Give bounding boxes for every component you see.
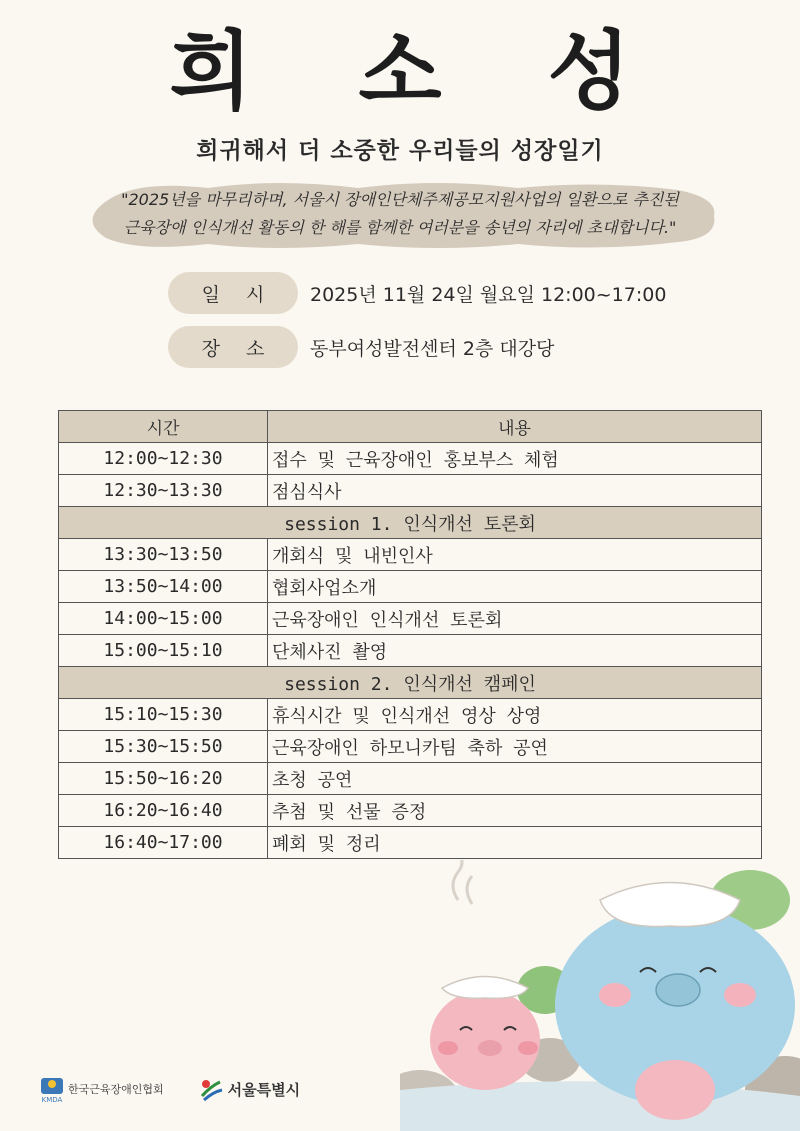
row-content: 협회사업소개 — [268, 571, 762, 603]
row-content: 개회식 및 내빈인사 — [268, 539, 762, 571]
row-content: 근육장애인 인식개선 토론회 — [268, 603, 762, 635]
row-time: 15:50~16:20 — [59, 763, 268, 795]
event-title: 희 소 성 — [169, 22, 669, 122]
row-content: 추첨 및 선물 증정 — [268, 795, 762, 827]
table-row — [59, 795, 762, 827]
seoul-name: 서울특별시 — [227, 1080, 301, 1099]
table-row — [59, 635, 762, 667]
table-row — [59, 539, 762, 571]
row-time: 14:00~15:00 — [59, 603, 268, 635]
seoul-logo — [198, 1076, 300, 1102]
header-time: 시간 — [59, 411, 268, 443]
date-value: 2025년 11월 24일 월요일 12:00~17:00 — [310, 283, 667, 306]
table-row — [59, 475, 762, 507]
table-row — [59, 731, 762, 763]
footer-logos — [40, 1074, 300, 1104]
session-row — [59, 667, 762, 699]
header-content: 내용 — [268, 411, 762, 443]
table-row — [59, 443, 762, 475]
table-header-row — [59, 411, 762, 443]
session-title: session 2. 인식개선 캠페인 — [59, 667, 762, 699]
row-time: 15:00~15:10 — [59, 635, 268, 667]
row-content: 폐회 및 정리 — [268, 827, 762, 859]
kmda-emblem-icon — [40, 1074, 64, 1104]
event-subtitle: 희귀해서 더 소중한 우리들의 성장일기 — [196, 138, 604, 164]
invitation-text — [60, 186, 740, 242]
row-time: 15:30~15:50 — [59, 731, 268, 763]
row-content: 휴식시간 및 인식개선 영상 상영 — [268, 699, 762, 731]
seoul-emblem-icon — [198, 1076, 224, 1102]
row-content: 접수 및 근육장애인 홍보부스 체험 — [268, 443, 762, 475]
session-title: session 1. 인식개선 토론회 — [59, 507, 762, 539]
pig-character — [430, 990, 540, 1090]
invitation-line-1: "2025년을 마무리하며, 서울시 장애인단체주제공모지원사업의 일환으로 추진된 — [121, 190, 679, 209]
table-row — [59, 571, 762, 603]
place-label: 장소 — [168, 326, 298, 368]
row-time: 12:30~13:30 — [59, 475, 268, 507]
schedule-table — [58, 410, 762, 859]
place-row — [168, 326, 554, 368]
table-row — [59, 763, 762, 795]
table-row — [59, 603, 762, 635]
row-content: 초청 공연 — [268, 763, 762, 795]
kmda-logo — [40, 1074, 164, 1104]
row-content: 근육장애인 하모니카팀 축하 공연 — [268, 731, 762, 763]
row-content: 점심식사 — [268, 475, 762, 507]
row-content: 단체사진 촬영 — [268, 635, 762, 667]
session-row — [59, 507, 762, 539]
row-time: 15:10~15:30 — [59, 699, 268, 731]
table-row — [59, 827, 762, 859]
row-time: 12:00~12:30 — [59, 443, 268, 475]
table-row — [59, 699, 762, 731]
row-time: 16:20~16:40 — [59, 795, 268, 827]
row-time: 13:30~13:50 — [59, 539, 268, 571]
row-time: 16:40~17:00 — [59, 827, 268, 859]
row-time: 13:50~14:00 — [59, 571, 268, 603]
place-value: 동부여성발전센터 2층 대강당 — [310, 337, 555, 360]
kmda-name: 한국근육장애인협회 — [68, 1083, 164, 1096]
date-row — [168, 272, 666, 314]
date-label: 일시 — [168, 272, 298, 314]
kmda-abbr: KMDA — [41, 1096, 63, 1104]
hot-spring-illustration — [400, 860, 800, 1131]
invitation-line-2: 근육장애 인식개선 활동의 한 해를 함께한 여러분을 송년의 자리에 초대합니다." — [123, 218, 677, 237]
